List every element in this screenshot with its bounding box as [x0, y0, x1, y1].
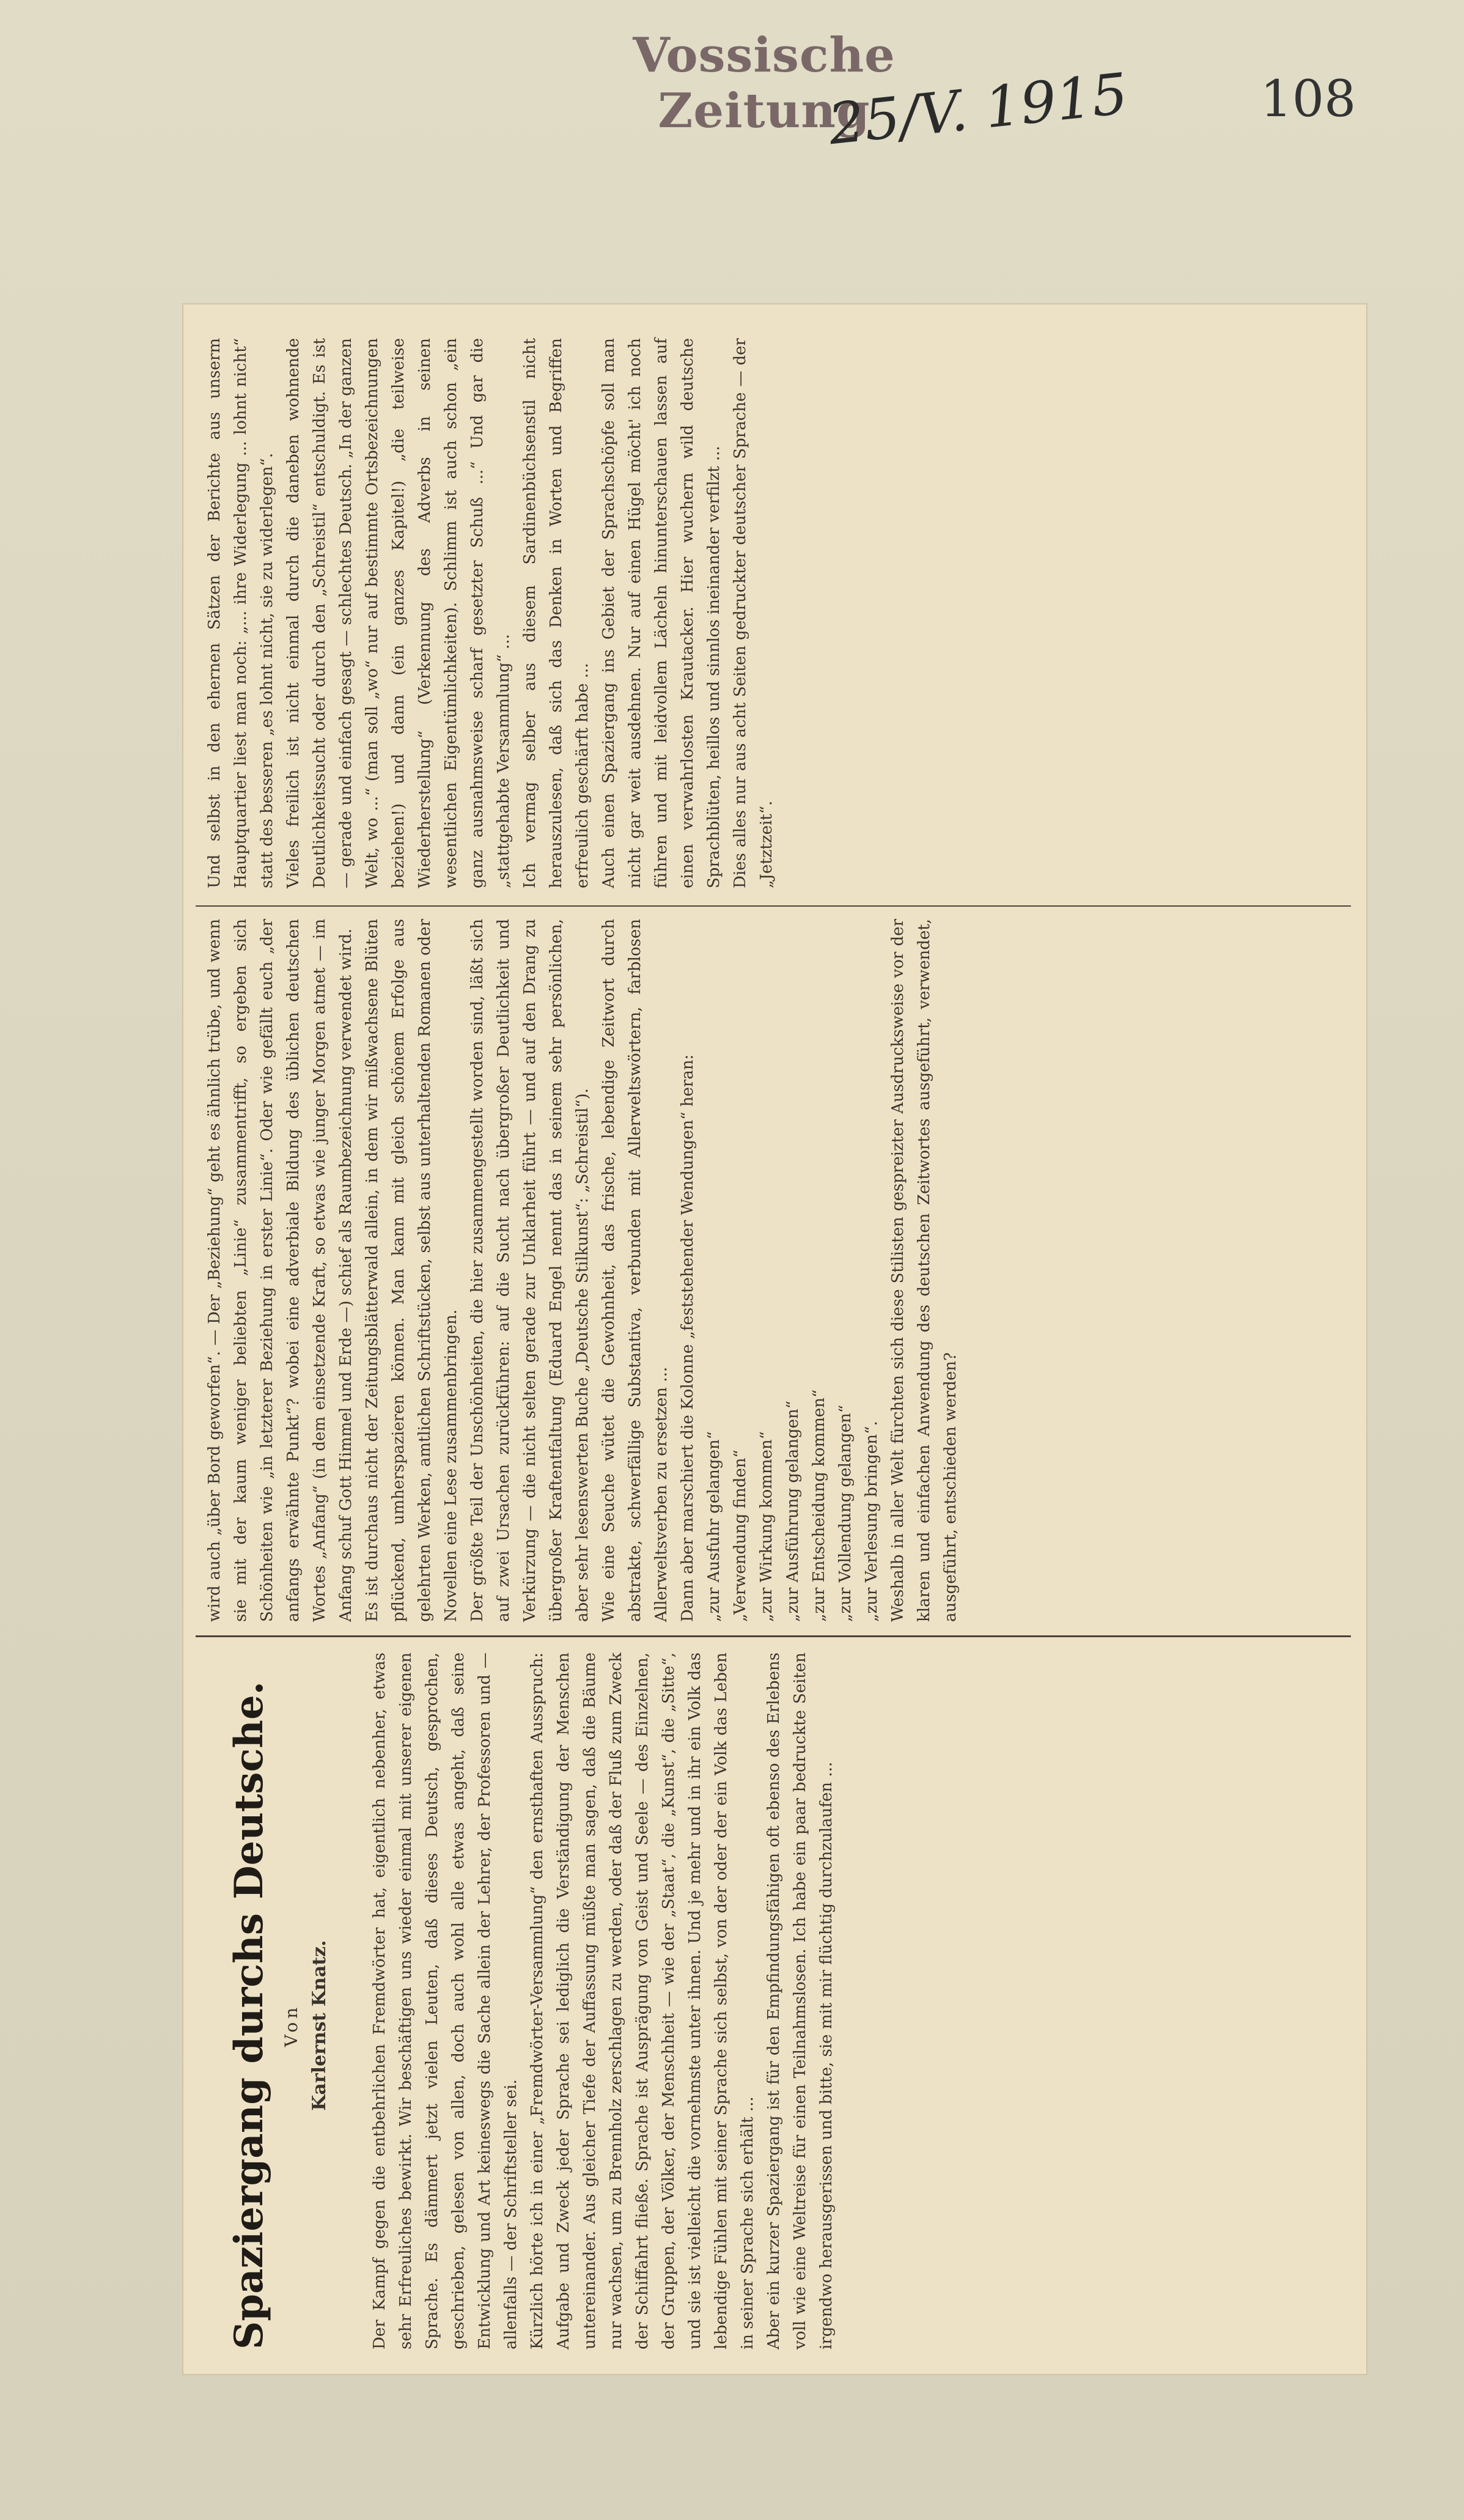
article-column-1: Der Kampf gegen die entbehrlichen Fremdwörter hat, eigentlich nebenher, etwas sehr Erfreuliches bewirkt. Wir beschäftigen uns wieder einmal mit unserer eigenen Sprache. Es dämmert jetzt vielen Leuten, daß dieses Deutsch, gesprochen, geschrieben, gelesen von allen, doch auch wohl alle etwas angeht, daß seine Entwicklung und Art keineswegs die Sache allein der Lehrer, der Professoren und — allenfalls — der Schriftsteller sei. Kürzlich hörte ich in einer „Fremdwörter-Versammlung“ den ernsthaften Ausspruch: Aufgabe und Zweck jeder Sprache sei lediglich die Verständigung der Menschen untereinander. Aus gleicher Tiefe der Auffassung müßte man sagen, daß die Bäume nur wachsen, um zu Brennholz zerschlagen zu werden, oder daß der Fluß zum Zweck der Schiffahrt fließe. Sprache ist Ausprägung von Geist und Seele — des Einzelnen, der Gruppen, der Völker, der Menschheit — wie der „Staat“, die „Kunst“, die „Sitte“, und sie ist vielleicht die vornehmste unter ihnen. Und je mehr und in ihr ein Volk das lebendige Fühlen mit seiner Sprache sich selbst, von der oder der ein Volk das Leben in seiner Sprache sich erhält ... Aber ein kurzer Spaziergang ist für den Empfindungsfähigen oft ebenso des Erlebens voll wie eine Weltreise für einen Teilnahmslosen. Ich habe ein paar bedruckte Seiten irgendwo herausgerissen und bitte, sie mit mir flüchtig durchzulaufen ...: [370, 1652, 836, 2349]
newspaper-title-stamp: Vossische Zeitung: [633, 28, 896, 139]
column-divider: [196, 1635, 1351, 1637]
article-title: Spaziergang durchs Deutsche.: [226, 1681, 272, 2349]
rotated-article: [183, 304, 1366, 2374]
column-divider: [196, 905, 1351, 907]
newspaper-clipping: [183, 304, 1366, 2374]
handwritten-date: 25/V. 1915: [825, 61, 1131, 158]
article-author: Karlernst Knatz.: [309, 1940, 330, 2111]
article-column-3: Und selbst in den ehernen Sätzen der Berichte aus unserm Hauptquartier liest man noch: „... ihre Widerlegung ... lohnt nicht“ statt des besseren „es lohnt nicht, sie zu widerlegen“. Vieles freilich ist nicht einmal durch die daneben wohnende Deutlichkeitssucht oder durch den „Schreistil“ entschuldigt. Es ist — gerade und einfach gesagt — schlechtes Deutsch. „In der ganzen Welt, wo ...“ (man soll „wo“ nur auf bestimmte Ortsbezeichnungen beziehen!) und dann (ein ganzes Kapitel!) „die teilweise Wiederherstellung“ (Verkennung des Adverbs in seinen wesentlichen Eigentümlichkeiten). Schlimm ist auch schon „ein ganz ausnahmsweise scharf gesetzter Schuß ...“ Und gar die „stattgehabte Versammlung“ ... Ich vermag selber aus diesem Sardinenbüchsenstil nicht herauszulesen, daß sich das Denken in Worten und Begriffen erfreulich geschärft habe ... Auch einen Spaziergang ins Gebiet der Sprachschöpfe soll man nicht gar weit ausdehnen. Nur auf einen Hügel möcht' ich noch führen und mit leidvollem Lächeln hinunterschauen lassen auf einen verwahrlosten Krautacker. Hier wuchern wild deutsche Sprachblüten, heillos und sinnlos ineinander verfilzt ... Dies alles nur aus acht Seiten gedruckter deutscher Sprache — der „Jetztzeit“.: [205, 338, 776, 888]
page-number: 108: [1260, 70, 1356, 128]
byline-prefix: Von: [281, 2003, 301, 2047]
clipping-content-viewport: [183, 304, 1366, 2374]
article-column-2: wird auch „über Bord geworfen“. — Der „Beziehung“ geht es ähnlich trübe, und wenn sie mit der kaum weniger beliebten „Linie“ zusammentrifft, so ergeben sich Schönheiten wie „in letzterer Beziehung in erster Linie“. Oder wie gefällt euch „der anfangs erwähnte Punkt“? wobei eine adverbiale Bildung des üblichen deutschen Wortes „Anfang“ (in dem einsetzende Kraft, so etwas wie junger Morgen atmet — im Anfang schuf Gott Himmel und Erde —) schief als Raumbezeichnung verwendet wird. Es ist durchaus nicht der Zeitungsblätterwald allein, in dem wir mißwachsene Blüten pflückend, umherspazieren können. Man kann mit gleich schönem Erfolge aus gelehrten Werken, amtlichen Schriftstücken, selbst aus unterhaltenden Romanen oder Novellen eine Lese zusammenbringen. Der größte Teil der Unschönheiten, die hier zusammengestellt worden sind, läßt sich auf zwei Ursachen zurückführen: auf die Sucht nach übergroßer Deutlichkeit und Verkürzung — die nicht selten gerade zur Unklarheit führt — und auf den Drang zu übergroßer Kraftentfaltung (Eduard Engel nennt das in seinem sehr persönlichen, aber sehr lesenswerten Buche „Deutsche Stilkunst“: „Schreistil“). Wie eine Seuche wütet die Gewohnheit, das frische, lebendige Zeitwort durch abstrakte, schwerfällige Substantiva, verbunden mit Allerweltswörtern, farblosen Allerweltsverben zu ersetzen ... Dann aber marschiert die Kolonne „feststehender Wendungen“ heran: „zur Ausfuhr gelangen“ „Verwendung finden“ „zur Wirkung kommen“ „zur Ausführung gelangen“ „zur Entscheidung kommen“ „zur Vollendung gelangen“ „zur Verlesung bringen“. Weshalb in aller Welt fürchten sich diese Stilisten gespreizter Ausdrucksweise vor der klaren und einfachen Anwendung des deutschen Zeitwortes ausgeführt, verwendet, ausgeführt, entschieden werden?: [205, 919, 960, 1622]
